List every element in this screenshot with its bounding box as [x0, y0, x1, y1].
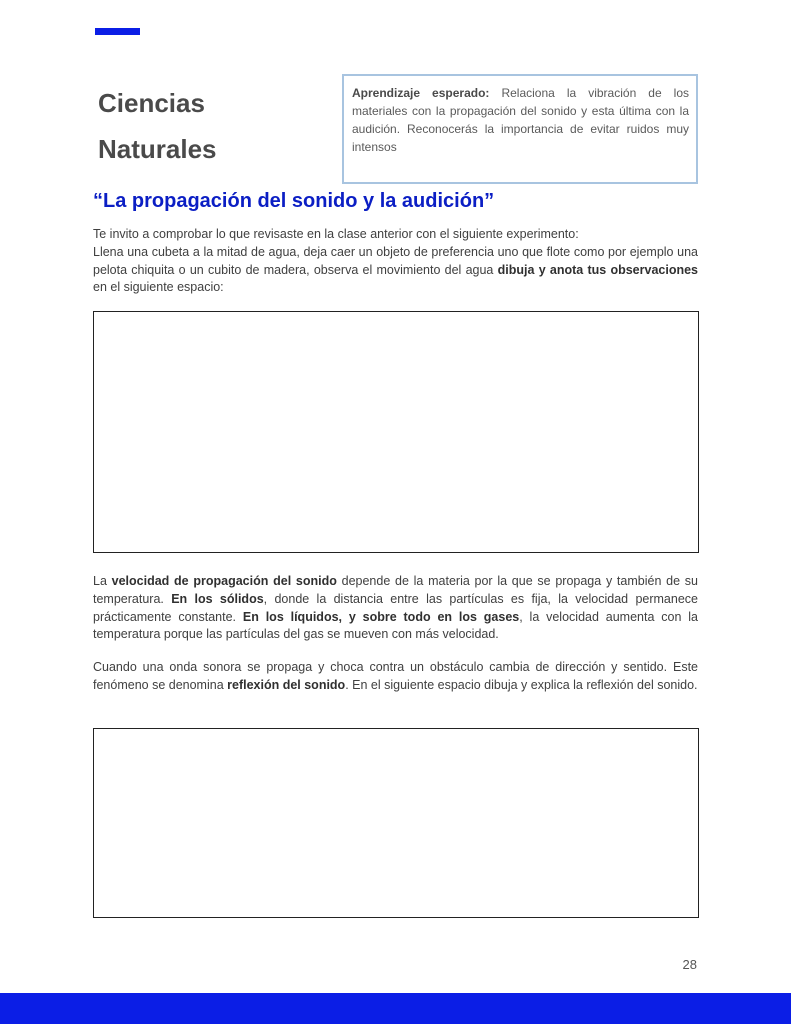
- reflection-paragraph: [93, 659, 698, 695]
- speed-text-4: , la velocidad aumenta con la temperatura porque las partículas del gas se mueven con más velocidad.: [93, 609, 698, 642]
- subject-title-line1: Ciencias: [98, 88, 205, 118]
- instructions-intro: Te invito a comprobar lo que revisaste en la clase anterior con el siguiente experimento:: [93, 227, 579, 241]
- bottom-accent-bar: [0, 993, 791, 1024]
- subject-title: [98, 80, 318, 172]
- instructions-text-1: Llena una cubeta a la mitad de agua, deja caer un objeto de preferencia uno que flote como por ejemplo una pelota chiquita o un cubito de madera, observa el movimiento del agua: [93, 244, 698, 277]
- instructions-bold-1: dibuja y anota tus observaciones: [497, 262, 699, 277]
- instructions-text-2: en el siguiente espacio:: [93, 280, 224, 295]
- drawing-area-reflection[interactable]: [93, 728, 699, 918]
- speed-text-3: , donde la distancia entre las partículas es fija, la velocidad permanece prácticamente constante.: [93, 591, 698, 624]
- page-number: 28: [682, 957, 697, 972]
- learning-objective-box: [342, 74, 698, 184]
- learning-objective-text: Relaciona la vibración de los materiales con la propagación del sonido y esta última con la audición. Reconocerás la importancia de evitar ruidos muy intensos: [352, 86, 689, 154]
- page-title: “La propagación del sonido y la audición”: [93, 190, 495, 212]
- reflection-text-2: . En el siguiente espacio dibuja y explica la reflexión del sonido.: [345, 677, 698, 692]
- top-accent-bar: [95, 28, 140, 35]
- speed-text-1: La: [93, 574, 112, 588]
- sound-speed-paragraph: [93, 573, 698, 644]
- reflection-text-1: Cuando una onda sonora se propaga y choca contra un obstáculo cambia de dirección y sentido. Este fenómeno se denomina: [93, 660, 698, 692]
- drawing-area-observations[interactable]: [93, 311, 699, 553]
- speed-bold-2: En los sólidos: [171, 591, 264, 606]
- speed-text-2: depende de la materia por la que se propaga y también de su temperatura.: [93, 574, 698, 606]
- learning-objective-label: Aprendizaje esperado:: [352, 86, 490, 100]
- reflection-bold-1: reflexión del sonido: [227, 677, 346, 692]
- speed-bold-1: velocidad de propagación del sonido: [111, 574, 337, 588]
- subject-title-line2: Naturales: [98, 134, 217, 164]
- speed-bold-3: En los líquidos, y sobre todo en los gases: [242, 609, 520, 624]
- instructions-body: [93, 244, 698, 297]
- experiment-instructions: [93, 226, 698, 297]
